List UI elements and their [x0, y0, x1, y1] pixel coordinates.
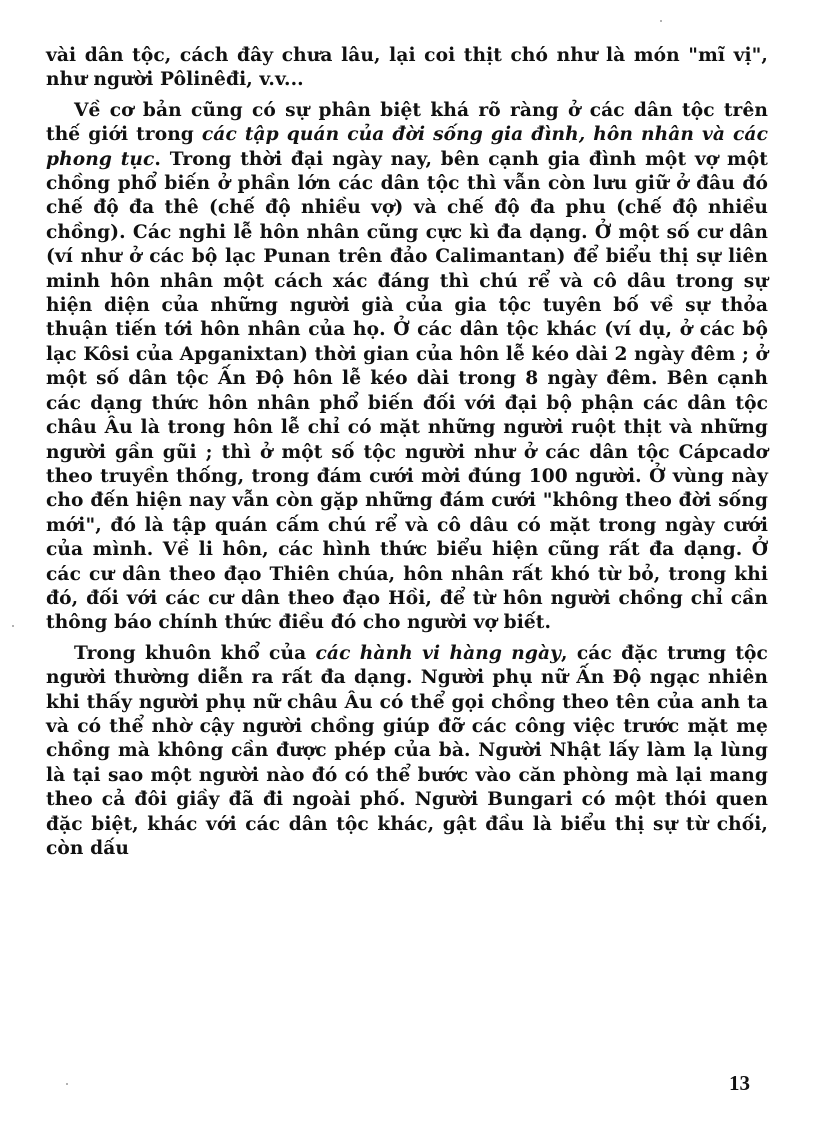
- paragraph-text: Trong khuôn khổ của: [74, 642, 316, 664]
- paragraph-family-customs: [46, 99, 768, 636]
- scan-speck: [660, 20, 662, 22]
- italic-phrase: các tập quán của đời sống gia đình, hôn nhân và các phong tục: [46, 124, 768, 170]
- paragraph-daily-behavior: [46, 642, 768, 862]
- italic-phrase: các hành vi hàng ngày: [315, 642, 562, 664]
- scan-speck: [66, 1083, 68, 1085]
- paragraph-continuation: [46, 44, 768, 93]
- paragraph-text: vài dân tộc, cách đây chưa lâu, lại coi thịt chó như là món "mĩ vị", như người Pôlinêđi, v.v...: [46, 45, 768, 91]
- scan-speck: [12, 625, 14, 627]
- paragraph-text: Về cơ bản cũng có sự phân biệt khá rõ ràng ở các dân tộc trên thế giới trong: [46, 99, 768, 146]
- paragraph-text: , các đặc trưng tộc người thường diễn ra rất đa dạng. Người phụ nữ Ấn Độ ngạc nhiên khi thấy người phụ nữ châu Âu có thể gọi chồng theo tên của anh ta và có thể nhờ cậy người chồng giúp đỡ các công việc trước mặt mẹ chồng mà không cần được phép của bà. Người Nhật lấy làm lạ lùng là tại sao một người nào đó có thể bước vào căn phòng mà lại mang theo cả đôi giầy đã đi ngoài phố. Người Bungari có một thói quen đặc biệt, khác với các dân tộc khác, gật đầu là biểu thị sự từ chối, còn dấu: [46, 642, 768, 859]
- paragraph-text: . Trong thời đại ngày nay, bên cạnh gia đình một vợ một chồng phổ biến ở phần lớn các dân tộc thì vẫn còn lưu giữ ở đâu đó chế độ đa thê (chế độ nhiều vợ) và chế độ đa phu (chế độ nhiều chồng). Các nghi lễ hôn nhân cũng cực kì đa dạng. Ở một số cư dân (ví như ở các bộ lạc Punan trên đảo Calimantan) để biểu thị sự liên minh hôn nhân một cách xác đáng thì chú rể và cô dâu trong sự hiện diện của những người già của gia tộc tuyên bố về sự thỏa thuận tiến tới hôn nhân của họ. Ở các dân tộc khác (ví dụ, ở các bộ lạc Kôsi của Apganixtan) thời gian của hôn lễ kéo dài 2 ngày đêm ; ở một số dân tộc Ấn Độ hôn lễ kéo dài trong 8 ngày đêm. Bên cạnh các dạng thức hôn nhân phổ biến đối với đại bộ phận các dân tộc châu Âu là trong hôn lễ chỉ có mặt những người ruột thịt và những người gần gũi ; thì ở một số tộc người như ở các dân tộc Cápcadơ theo truyền thống, trong đám cưới mời đúng 100 người. Ở vùng này cho đến hiện nay vẫn còn gặp những đám cưới "không theo đời sống mới", đó là tập quán cấm chú rể và cô dâu có mặt trong ngày cưới của mình. Về li hôn, các hình thức biểu hiện cũng rất đa dạng. Ở các cư dân theo đạo Thiên chúa, hôn nhân rất khó từ bỏ, trong khi đó, đối với các cư dân theo đạo Hồi, để từ hôn người chồng chỉ cần thông báo chính thức điều đó cho người vợ biết.: [46, 148, 768, 634]
- page-number: 13: [729, 1071, 750, 1095]
- page-body: [46, 44, 768, 861]
